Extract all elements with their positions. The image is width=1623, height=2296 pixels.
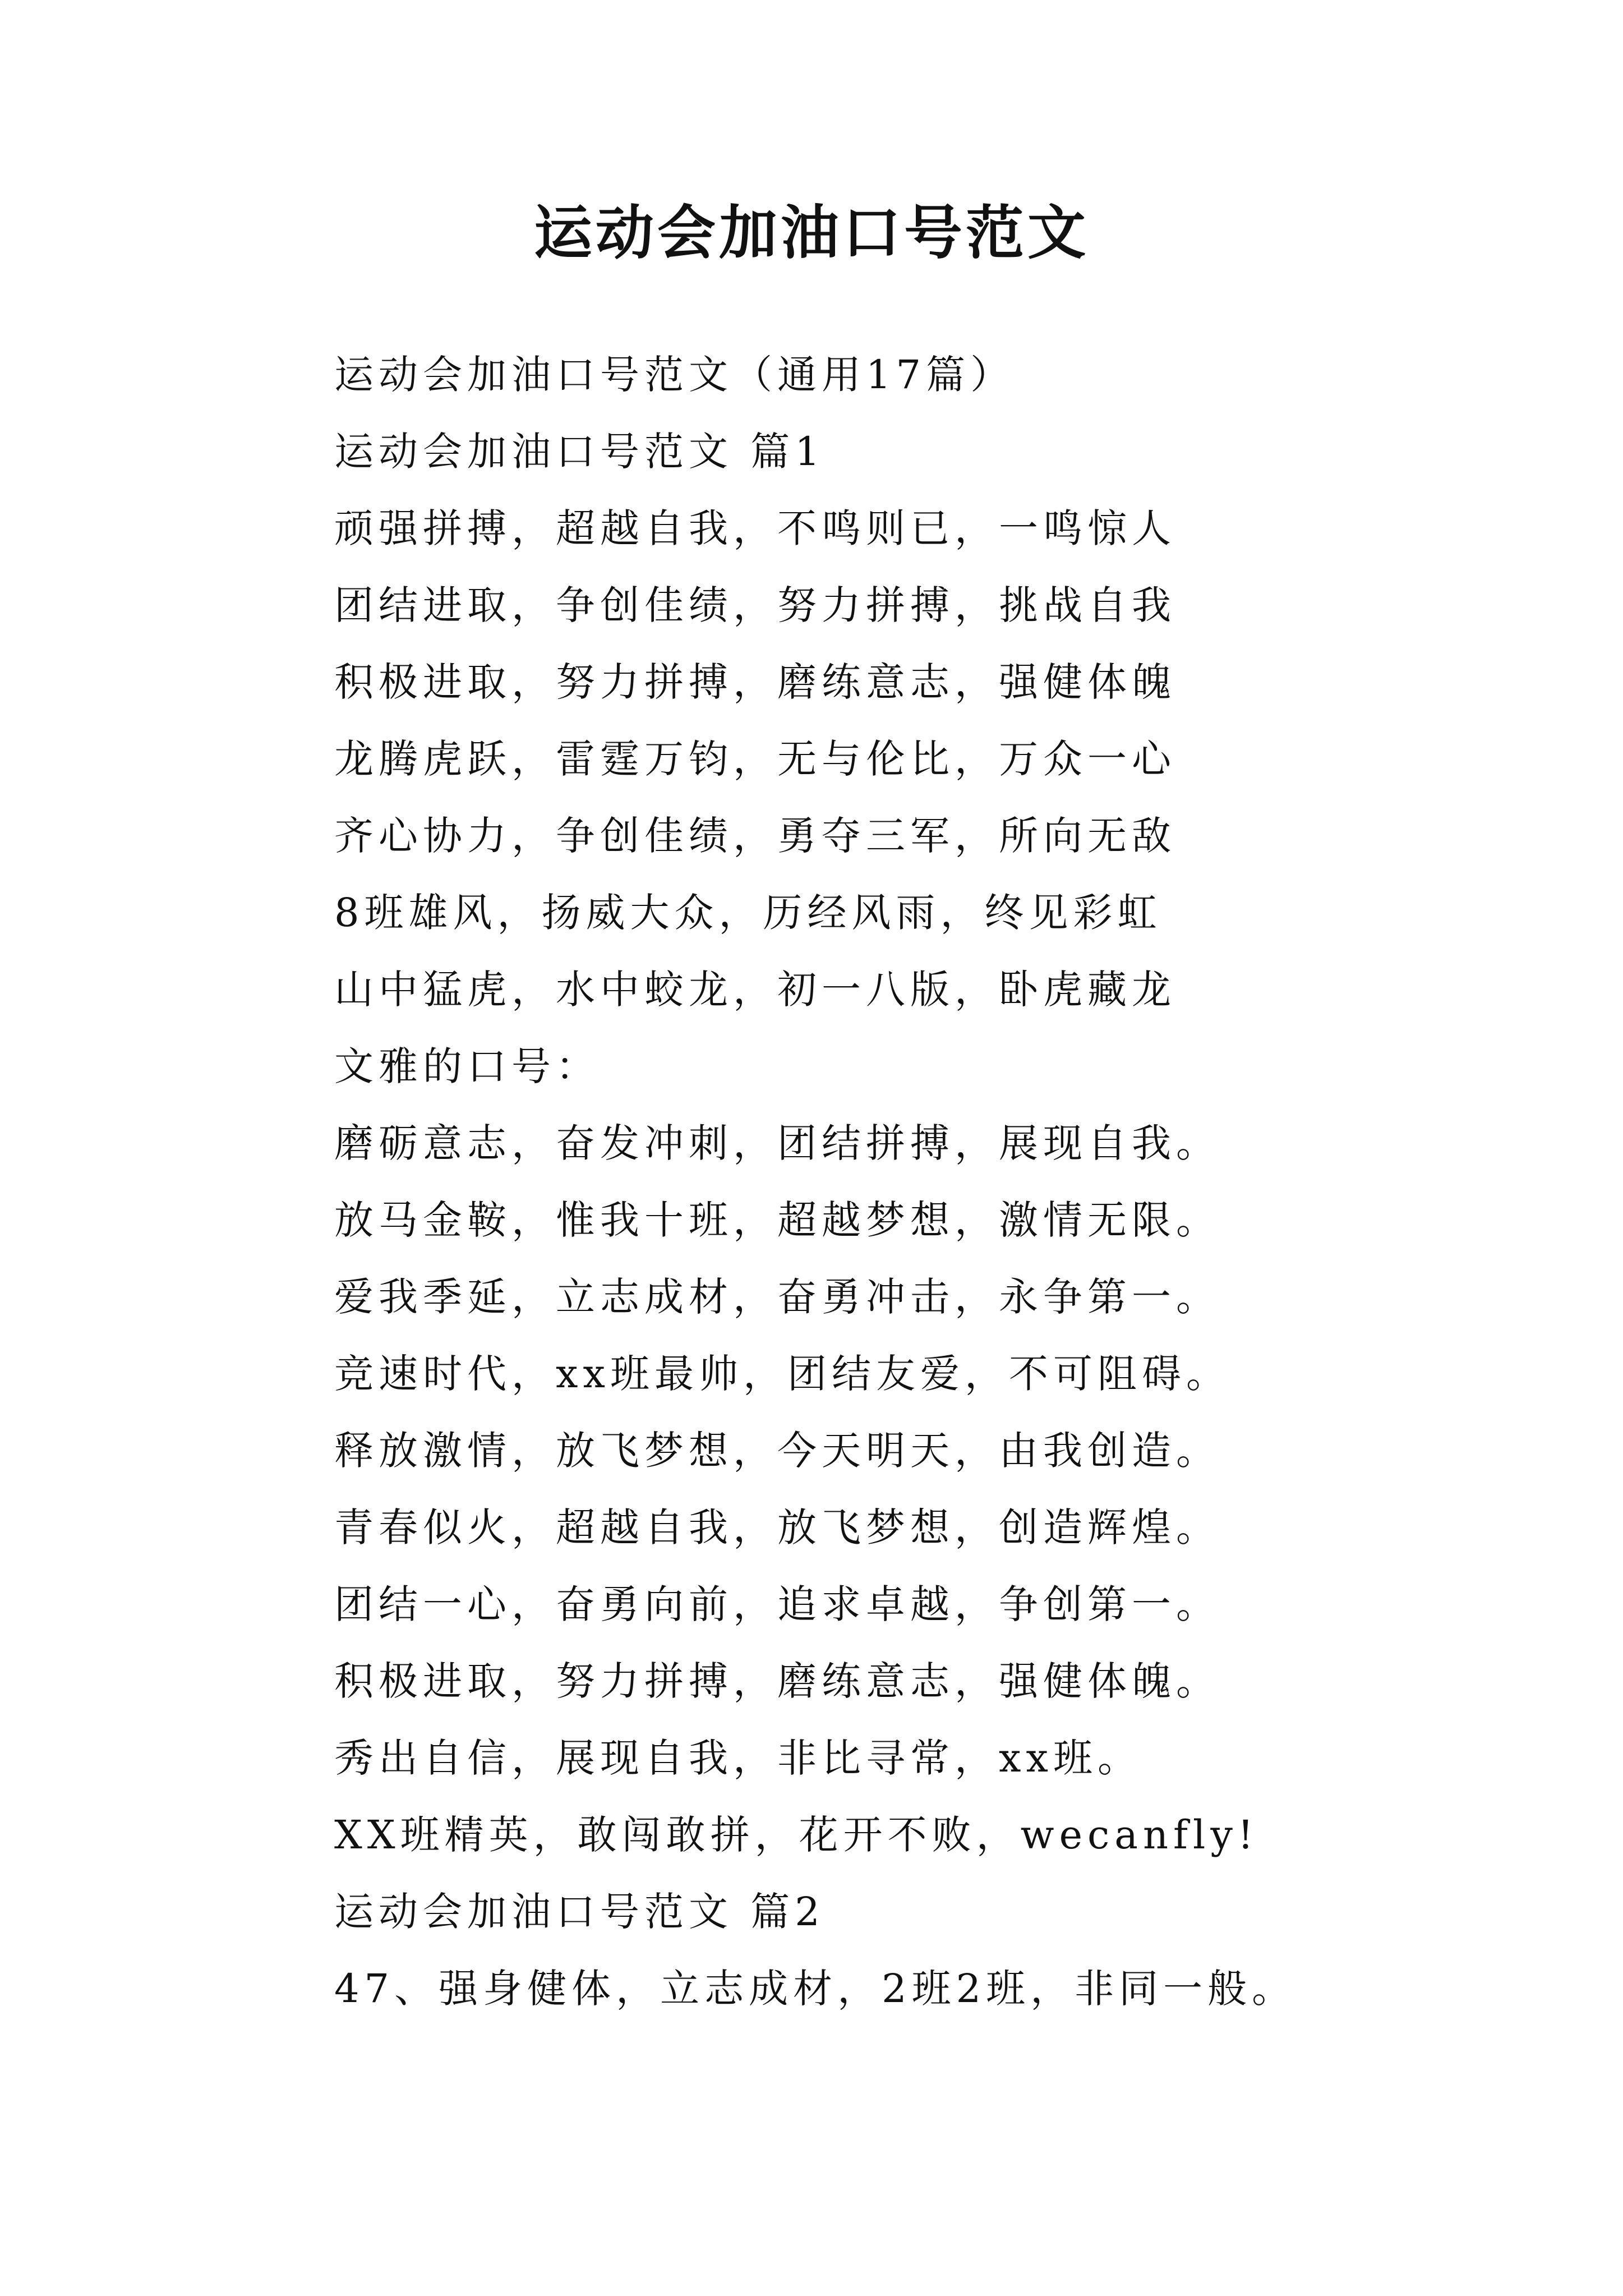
text-line: 放马金鞍，惟我十班，超越梦想，激情无限。: [334, 1197, 1220, 1243]
text-line: 47、强身健体，立志成材，2班2班，非同一般。: [334, 1966, 1297, 2012]
text-line: 山中猛虎，水中蛟龙，初一八版，卧虎藏龙: [334, 967, 1176, 1013]
text-line: 秀出自信，展现自我，非比寻常，xx班。: [334, 1735, 1142, 1781]
text-line: 爱我季延，立志成材，奋勇冲击，永争第一。: [334, 1274, 1220, 1320]
text-line: XX班精英，敢闯敢拼，花开不败，wecanfly!: [334, 1812, 1259, 1858]
text-line: 积极进取，努力拼搏，磨练意志，强健体魄: [334, 659, 1176, 705]
text-line: 磨砺意志，奋发冲刺，团结拼搏，展现自我。: [334, 1120, 1220, 1166]
text-line: 龙腾虎跃，雷霆万钧，无与伦比，万众一心: [334, 736, 1176, 782]
text-line: 竞速时代，xx班最帅，团结友爱，不可阻碍。: [334, 1351, 1230, 1397]
text-line: 释放激情，放飞梦想，今天明天，由我创造。: [334, 1428, 1220, 1474]
document-title: 运动会加油口号范文: [533, 198, 1089, 267]
text-line: 团结一心，奋勇向前，追求卓越，争创第一。: [334, 1581, 1220, 1627]
text-line: 齐心协力，争创佳绩，勇夺三军，所向无敌: [334, 813, 1176, 859]
text-line: 团结进取，争创佳绩，努力拼搏，挑战自我: [334, 582, 1176, 628]
text-line: 积极进取，努力拼搏，磨练意志，强健体魄。: [334, 1658, 1220, 1704]
text-line: 运动会加油口号范文 篇1: [334, 429, 825, 475]
text-line: 青春似火，超越自我，放飞梦想，创造辉煌。: [334, 1504, 1220, 1550]
text-line: 运动会加油口号范文（通用17篇）: [334, 352, 1015, 398]
document-body: [334, 337, 1568, 2027]
text-line: 运动会加油口号范文 篇2: [334, 1889, 825, 1935]
text-line: 8班雄风，扬威大众，历经风雨，终见彩虹: [334, 890, 1162, 936]
text-line: 顽强拼搏，超越自我，不鸣则已，一鸣惊人: [334, 505, 1176, 551]
text-line: 文雅的口号：: [334, 1043, 600, 1089]
